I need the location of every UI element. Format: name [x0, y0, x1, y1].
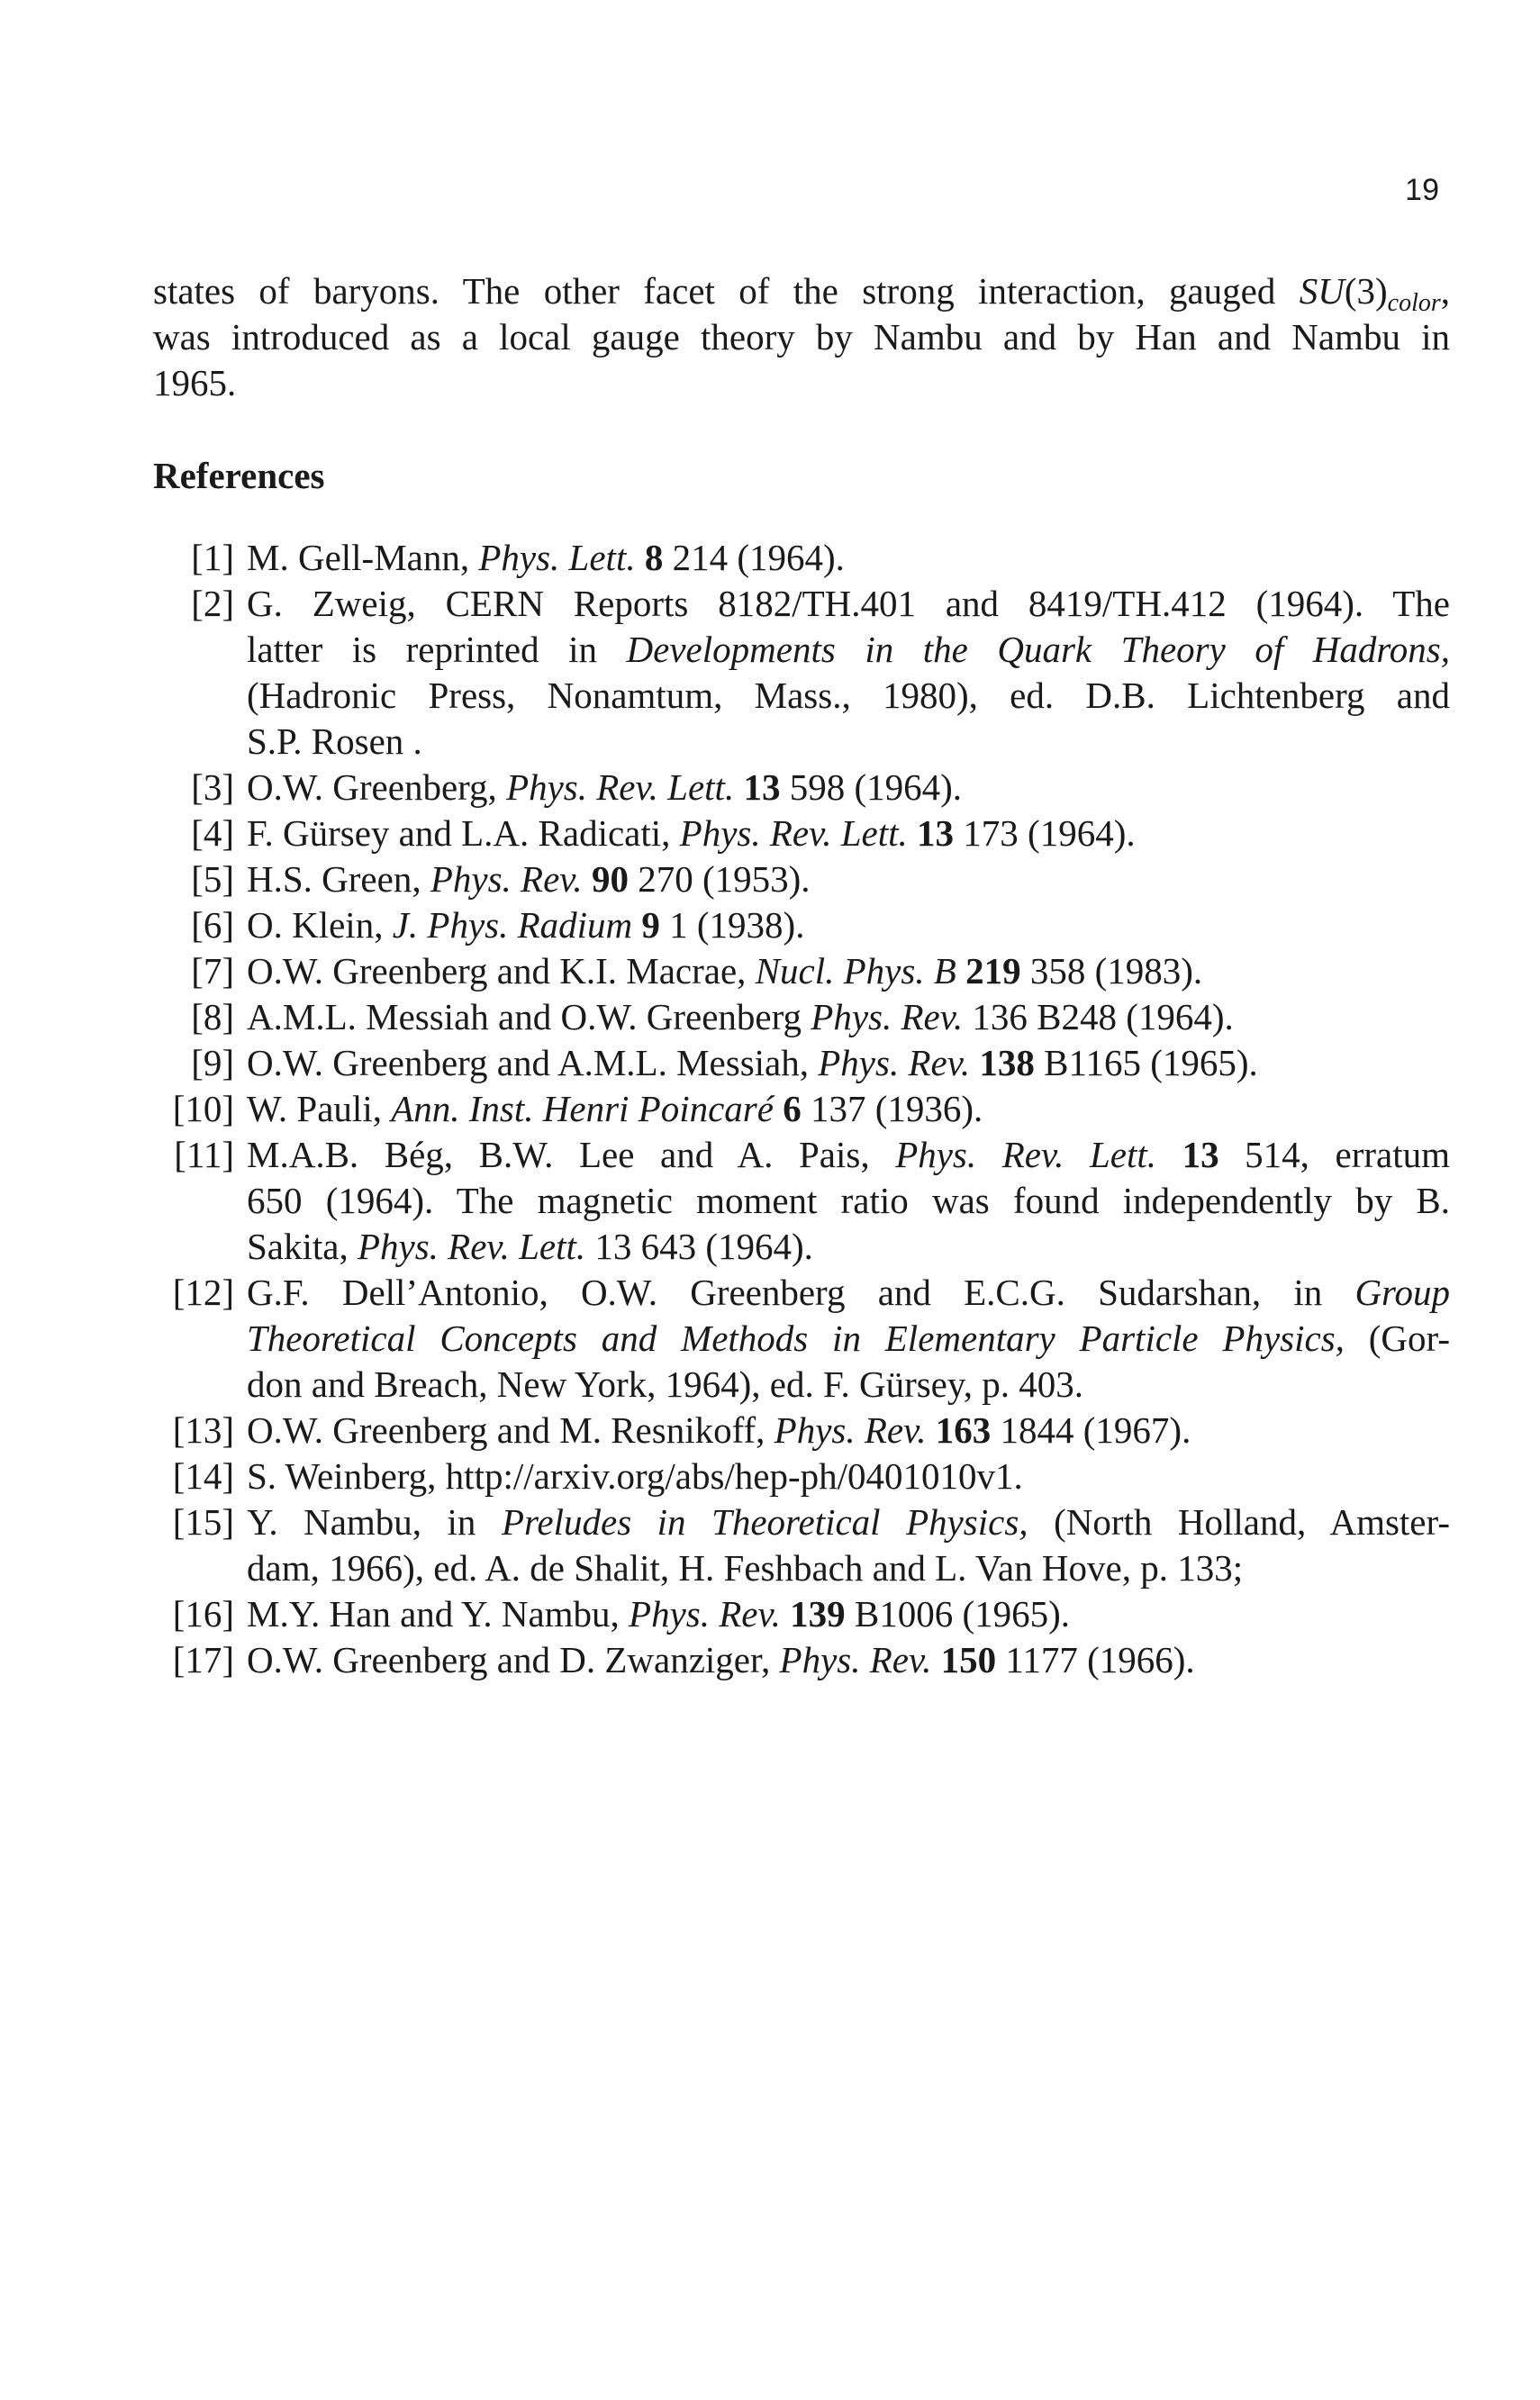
reference-line: H.S. Green, Phys. Rev. 90 270 (1953).	[247, 858, 811, 900]
intro-paragraph	[153, 268, 1450, 406]
reference-text	[247, 902, 1450, 948]
reference-item	[153, 765, 1450, 811]
reference-number: [1]	[191, 537, 234, 578]
reference-line: O.W. Greenberg and M. Resnikoff, Phys. Rev. 163 1844 (1967).	[247, 1409, 1191, 1451]
reference-line: S.P. Rosen .	[247, 720, 422, 762]
reference-text	[247, 1499, 1450, 1591]
reference-text	[247, 1086, 1450, 1132]
reference-number: [12]	[172, 1272, 234, 1313]
reference-text	[247, 811, 1450, 856]
reference-text	[247, 1270, 1450, 1408]
reference-line: O.W. Greenberg, Phys. Rev. Lett. 13 598 (1964).	[247, 766, 963, 808]
reference-text	[247, 856, 1450, 902]
reference-line: Y. Nambu, in Preludes in Theoretical Physics, (North Holland, Amster-	[247, 1501, 1450, 1543]
references-list	[153, 535, 1450, 1683]
reference-line: latter is reprinted in Developments in the Quark Theory of Hadrons,	[247, 629, 1450, 670]
reference-item	[153, 856, 1450, 902]
reference-item	[153, 1086, 1450, 1132]
reference-line: O.W. Greenberg and K.I. Macrae, Nucl. Phys. B 219 358 (1983).	[247, 950, 1203, 992]
reference-number: [10]	[172, 1088, 234, 1129]
reference-item	[153, 581, 1450, 765]
reference-item	[153, 994, 1450, 1040]
reference-text	[247, 948, 1450, 994]
intro-line-2: was introduced as a local gauge theory by Nambu and by Han and Nambu in	[153, 316, 1450, 358]
reference-line: (Hadronic Press, Nonamtum, Mass., 1980), ed. D.B. Lichtenberg and	[247, 675, 1450, 716]
su3-color-symbol: $SU(3)_{color}$	[1299, 270, 1441, 317]
reference-line: G.F. Dell’Antonio, O.W. Greenberg and E.C.G. Sudarshan, in Group	[247, 1272, 1450, 1313]
reference-number: [14]	[172, 1455, 234, 1497]
reference-number: [8]	[191, 996, 234, 1037]
reference-item	[153, 1591, 1450, 1637]
reference-item	[153, 1454, 1450, 1499]
reference-item	[153, 535, 1450, 581]
reference-number: [9]	[191, 1042, 234, 1083]
reference-line: dam, 1966), ed. A. de Shalit, H. Feshbach and L. Van Hove, p. 133;	[247, 1547, 1244, 1589]
reference-line: W. Pauli, Ann. Inst. Henri Poincaré 6 137 (1936).	[247, 1088, 983, 1129]
intro-line-3: 1965.	[153, 362, 237, 403]
reference-number: [13]	[172, 1409, 234, 1451]
reference-item	[153, 1040, 1450, 1086]
reference-text	[247, 1040, 1450, 1086]
reference-line: A.M.L. Messiah and O.W. Greenberg Phys. Rev. 136 B248 (1964).	[247, 996, 1234, 1037]
reference-line: F. Gürsey and L.A. Radicati, Phys. Rev. Lett. 13 173 (1964).	[247, 812, 1136, 854]
reference-line: O. Klein, J. Phys. Radium 9 1 (1938).	[247, 904, 805, 946]
reference-item	[153, 902, 1450, 948]
reference-line: O.W. Greenberg and A.M.L. Messiah, Phys. Rev. 138 B1165 (1965).	[247, 1042, 1258, 1083]
reference-number: [2]	[191, 583, 234, 624]
reference-text	[247, 1132, 1450, 1270]
reference-text	[247, 994, 1450, 1040]
reference-number: [6]	[191, 904, 234, 946]
reference-item	[153, 1637, 1450, 1683]
intro-line-1: states of baryons. The other facet of the strong interaction, gauged $SU(3)_{color}$,	[153, 270, 1450, 317]
reference-item	[153, 1408, 1450, 1454]
reference-line: Theoretical Concepts and Methods in Elementary Particle Physics, (Gor-	[247, 1318, 1450, 1359]
reference-text	[247, 1408, 1450, 1454]
reference-line: M.Y. Han and Y. Nambu, Phys. Rev. 139 B1006 (1965).	[247, 1593, 1071, 1635]
reference-number: [5]	[191, 858, 234, 900]
reference-number: [4]	[191, 812, 234, 854]
reference-number: [17]	[172, 1639, 234, 1680]
reference-item	[153, 1270, 1450, 1408]
page-number: 19	[1405, 173, 1439, 207]
reference-item	[153, 1499, 1450, 1591]
reference-item	[153, 948, 1450, 994]
reference-text	[247, 765, 1450, 811]
reference-number: [3]	[191, 766, 234, 808]
reference-line: O.W. Greenberg and D. Zwanziger, Phys. Rev. 150 1177 (1966).	[247, 1639, 1195, 1680]
reference-number: [16]	[172, 1593, 234, 1635]
reference-text	[247, 535, 1450, 581]
reference-item	[153, 1132, 1450, 1270]
reference-line: M. Gell-Mann, Phys. Lett. 8 214 (1964).	[247, 537, 845, 578]
reference-line: don and Breach, New York, 1964), ed. F. Gürsey, p. 403.	[247, 1363, 1083, 1405]
reference-line: 650 (1964). The magnetic moment ratio was found independently by B.	[247, 1180, 1450, 1221]
reference-text	[247, 581, 1450, 765]
references-heading: References	[153, 455, 325, 496]
reference-number: [11]	[174, 1134, 234, 1175]
reference-number: [7]	[191, 950, 234, 992]
reference-line: G. Zweig, CERN Reports 8182/TH.401 and 8419/TH.412 (1964). The	[247, 583, 1450, 624]
reference-number: [15]	[172, 1501, 234, 1543]
reference-line: M.A.B. Bég, B.W. Lee and A. Pais, Phys. Rev. Lett. 13 514, erratum	[247, 1134, 1451, 1175]
reference-item	[153, 811, 1450, 856]
reference-text	[247, 1637, 1450, 1683]
reference-text	[247, 1454, 1450, 1499]
reference-line: Sakita, Phys. Rev. Lett. 13 643 (1964).	[247, 1226, 813, 1267]
reference-text	[247, 1591, 1450, 1637]
reference-line: S. Weinberg, http://arxiv.org/abs/hep-ph/0401010v1.	[247, 1455, 1023, 1497]
